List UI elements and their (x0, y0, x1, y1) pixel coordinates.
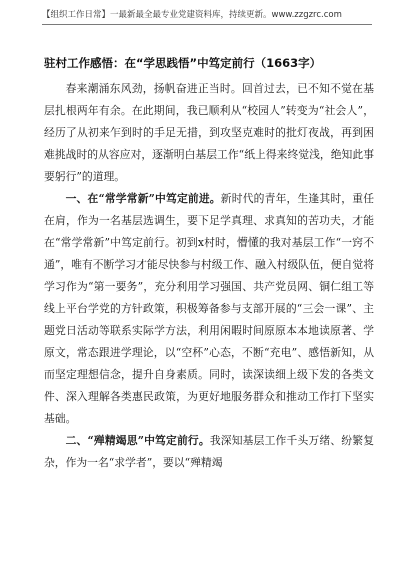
section-one-heading: 一、在“常学常新”中笃定前进。 (65, 192, 221, 205)
section-one-paragraph (44, 188, 374, 430)
section-two-heading: 二、“殚精竭思”中笃定前行。 (65, 434, 210, 447)
header-divider (42, 24, 372, 25)
page-header: 【组织工作日常】一最新最全最专业党建资料库，持续更新。www.zzgzrc.com (42, 10, 342, 20)
article-title: 驻村工作感悟：在“学思践悟”中笃定前行（1663字） (44, 56, 322, 70)
paragraph-text: 春来潮涌东风劲，扬帆奋进正当时。回首过去，已不知不觉在基层扎根两年有余。在此期间，我已顺利从“校园人”转变为“社会人”，经历了从初来乍到时的手足无措，到攻坚克难时的批灯夜战，再到困难挑战时的从容应对，逐渐明白基层工作“纸上得来终觉浅，绝知此事要躬行”的道理。 (44, 82, 374, 183)
intro-paragraph (44, 78, 374, 188)
paragraph-text: 新时代的青年，生逢其时，重任在肩，作为一名基层选调生，要下足学真理、求真知的苦功夫，才能在“常学常新”中笃定前行。初到x村时，懵懂的我对基层工作“一窍不通”，唯有不断学习才能尽快参与村级工作、融入村级队伍，便自觉将学习作为“第一要务”，充分利用学习强国、共产党员网、铜仁组工等线上平台学党的方针政策，积极筹备参与支部开展的“三会一课”、主题党日活动等联系实际学方法，利用闲暇时间原原本本地读原著、学原文，常态跟进学理论，以“空杯”心态，不断“充电”、感悟新知，从而坚定理想信念，提升自身素质。同时，读深读细上级下发的各类文件、深入理解各类惠民政策，为更好地服务群众和推动工作打下坚实基础。 (44, 192, 375, 425)
article-body (44, 78, 374, 474)
paragraph-text: 我深知基层工作千头万绪、纷繁复杂，作为一名“求学者”，要以“殚精竭 (44, 434, 374, 469)
section-two-paragraph (44, 430, 374, 474)
